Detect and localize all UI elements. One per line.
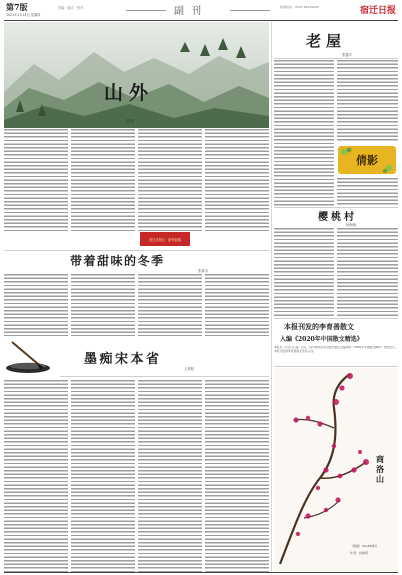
article-title-dongji: 带着甜味的冬季: [70, 254, 165, 268]
mountain-illustration: [4, 22, 269, 128]
article-title-yingtao: 樱桃村: [318, 212, 357, 223]
book-badge-text: 倩影: [356, 154, 378, 167]
article-body-dongji-col3: [138, 274, 202, 336]
byline-yingtao: 杨海蓉: [346, 223, 357, 227]
article-body-shanwai-col2: [71, 129, 135, 232]
painting-title: 商洛山: [376, 454, 384, 484]
article-body-dongji-col2: [71, 274, 135, 336]
article-body-mochi-col2: [71, 380, 135, 572]
ad-banner: [140, 232, 190, 246]
page-bottom-rule: [4, 572, 398, 573]
article-body-dongji-col1: [4, 274, 68, 336]
mochi-title-rule: [60, 376, 269, 377]
article-body-shanwai-col3: [138, 129, 202, 232]
article-body-mochi-col1: [4, 380, 68, 572]
article-title-shanwai: 山外: [104, 82, 155, 104]
page-number: 第7版: [6, 2, 28, 12]
laowu-title-rule: [274, 58, 398, 59]
news-title-line2: 入编《2020年中国散文精选》: [280, 336, 363, 343]
header-staff: 责编 · 版式 · 校对: [58, 6, 84, 10]
header-dash-left: [126, 10, 166, 11]
mountain-photo: [4, 22, 269, 128]
column-separator: [271, 22, 272, 572]
newspaper-masthead: 宿迁日报: [360, 6, 397, 16]
painting-caption-size: （国画）66x45厘米: [350, 544, 378, 548]
article-body-yingtao-col1: [274, 228, 334, 316]
ad-banner-text: 宿迁日报社 · 副刊征稿: [149, 237, 181, 242]
news-lead: 本报讯（记者 李 丽）近日，由中国作家协会散文委员会编选的《2020年中国散文精选》出版发行，本报刊发的李育善散文作品入选。: [274, 346, 398, 353]
article-body-laowu-col3: [337, 178, 398, 206]
header-dash-right: [230, 10, 270, 11]
article-title-mochi: 墨痴宋本省: [84, 352, 162, 367]
header-rule: [4, 20, 398, 21]
divider-1: [4, 250, 269, 251]
byline-dongji: 张林芬: [198, 269, 209, 273]
news-title-line1: 本报刊发的李育善散文: [284, 322, 354, 331]
book-badge: [338, 146, 396, 174]
article-body-laowu-col1: [274, 60, 334, 206]
article-body-laowu-col2: [337, 60, 398, 142]
byline-shanwai: 葛 阳: [126, 119, 134, 123]
divider-right-2: [274, 318, 398, 319]
painting-caption-author: 作者：杨晓明: [350, 551, 369, 555]
article-body-dongji-col4: [205, 274, 269, 336]
byline-laowu: 张馨宇: [342, 53, 353, 57]
page-date: 2021年1月14日 星期四: [6, 13, 41, 17]
page-header: [0, 0, 402, 20]
article-body-mochi-col3: [138, 380, 202, 572]
inkstone-brush-icon: [4, 338, 56, 376]
article-title-laowu: 老屋: [306, 32, 347, 50]
plum-blossom-painting: [274, 368, 398, 572]
article-body-mochi-col4: [205, 380, 269, 572]
ink-brush-image: [4, 338, 56, 376]
section-title: 副 刊: [174, 6, 204, 17]
article-body-shanwai-col1: [4, 129, 68, 232]
header-contact: 新闻热线：0527-84300000: [280, 5, 319, 9]
divider-right-3: [274, 366, 398, 367]
byline-mochi: 王晨阳: [184, 367, 195, 371]
article-body-yingtao-col2: [337, 228, 398, 316]
article-body-shanwai-col4: [205, 129, 269, 232]
